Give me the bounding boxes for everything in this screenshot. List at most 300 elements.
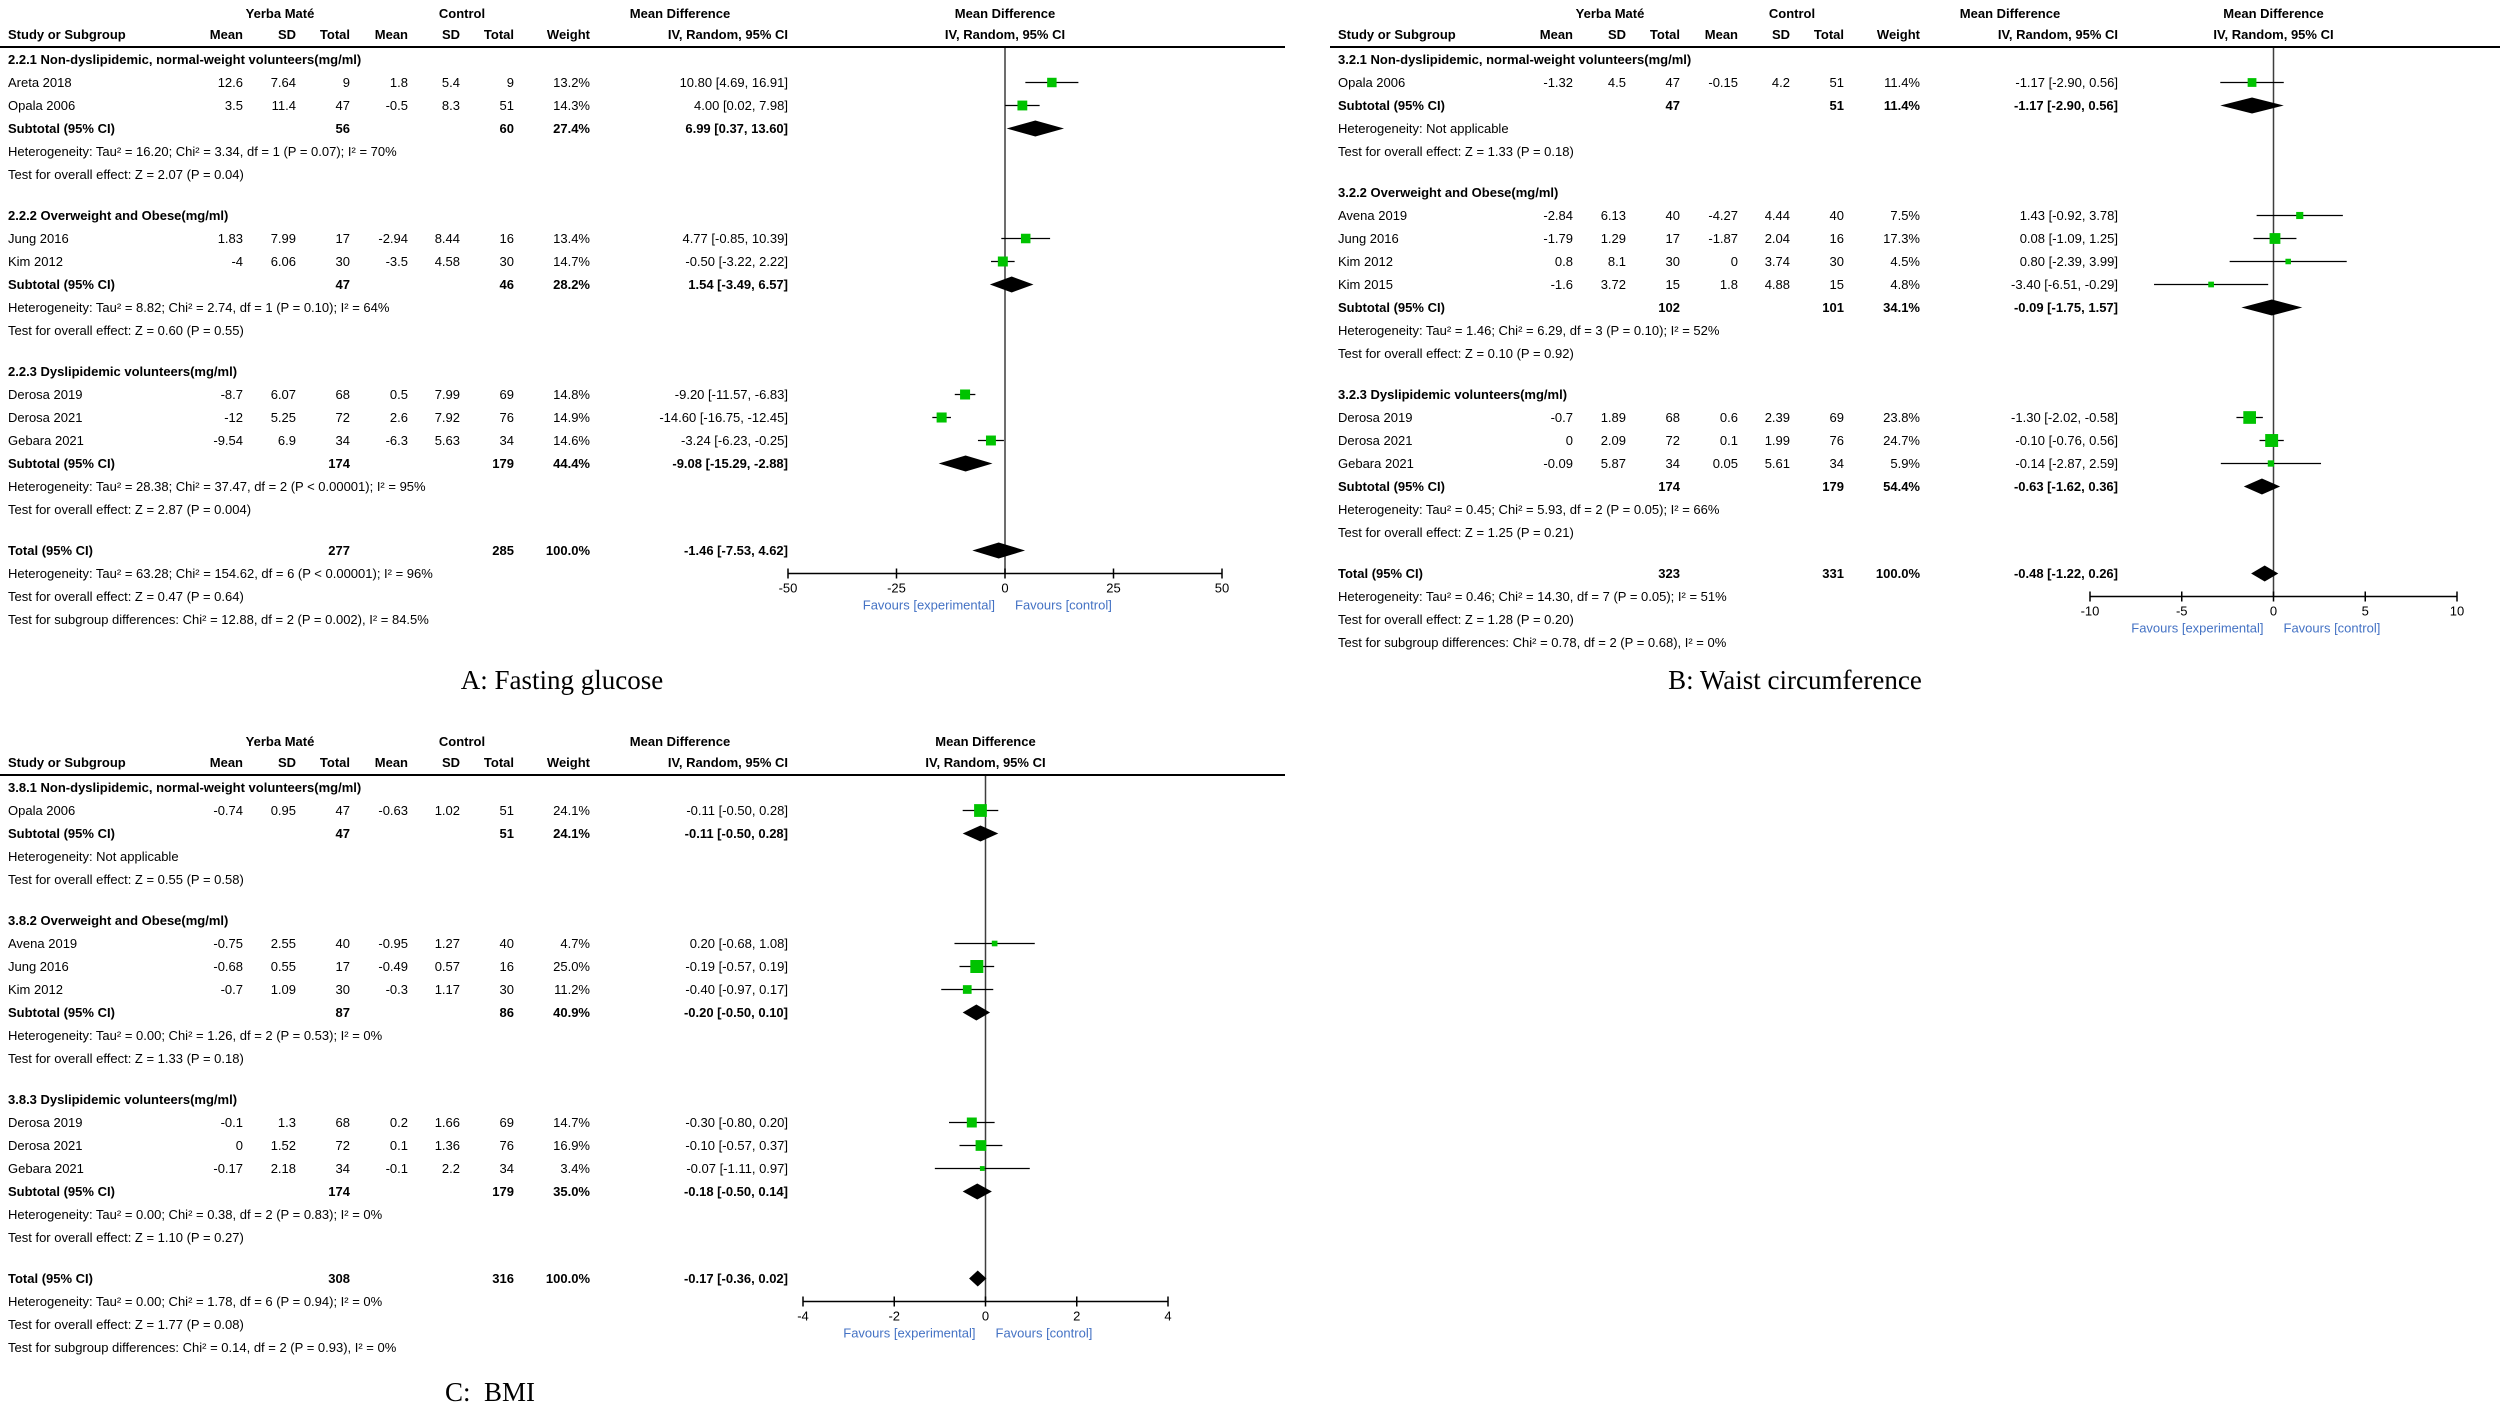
overall-test: Test for overall effect: Z = 2.87 (P = 0.004) — [8, 502, 252, 517]
study-sd2: 5.63 — [434, 433, 460, 448]
study-sd1: 2.55 — [270, 936, 296, 951]
study-ci: -3.40 [-6.51, -0.29] — [2011, 277, 2118, 292]
study-ci: 1.43 [-0.92, 3.78] — [2019, 208, 2118, 223]
study-ci: -1.30 [-2.02, -0.58] — [2011, 410, 2118, 425]
study-mean2: -0.15 — [1708, 75, 1738, 90]
study-ci: 0.20 [-0.68, 1.08] — [689, 936, 788, 951]
group-label-experimental: Yerba Maté — [245, 6, 315, 21]
study-sd1: 0.95 — [270, 803, 296, 818]
study-mean1: 1.83 — [217, 231, 243, 246]
study-ci: -14.60 [-16.75, -12.45] — [659, 410, 788, 425]
favours-right-label: Favours [control] — [1015, 597, 1112, 613]
col-header: Mean — [209, 27, 243, 42]
study-name: Derosa 2019 — [8, 387, 83, 402]
study-mean2: 0.1 — [389, 1138, 408, 1153]
footer-line-row — [0, 1313, 1285, 1336]
study-sd2: 8.3 — [441, 98, 460, 113]
study-total2: 40 — [1829, 208, 1844, 223]
subtotal-weight: 27.4% — [553, 121, 590, 136]
subtotal-ci: 1.54 [-3.49, 6.57] — [688, 277, 788, 292]
subtotal-weight: 11.4% — [1883, 98, 1920, 113]
study-row — [0, 383, 1285, 406]
spacer-row — [0, 521, 1285, 539]
study-sd2: 1.66 — [434, 1115, 460, 1130]
study-row — [0, 71, 1285, 94]
study-name: Derosa 2021 — [8, 1138, 83, 1153]
footer-line: Heterogeneity: Tau² = 63.28; Chi² = 154.62, df = 6 (P < 0.00001); I² = 96% — [8, 566, 433, 581]
study-mean2: 1.8 — [1719, 277, 1738, 292]
total-ci: -1.46 [-7.53, 4.62] — [683, 543, 788, 558]
axis-tick-label: 0 — [1001, 580, 1009, 596]
study-mean2: 0.1 — [1719, 433, 1738, 448]
study-total2: 69 — [499, 387, 514, 402]
subtotal-weight: 44.4% — [553, 456, 590, 471]
study-row — [1330, 429, 2500, 452]
study-sd1: 1.3 — [277, 1115, 296, 1130]
panel-caption-c: C: BMI — [444, 1377, 536, 1407]
study-ci: -0.07 [-1.11, 0.97] — [686, 1161, 788, 1176]
study-name: Jung 2016 — [1338, 231, 1399, 246]
subtotal-total2: 46 — [499, 277, 514, 292]
axis-tick-label: 25 — [1106, 580, 1121, 596]
overall-test: Test for overall effect: Z = 0.10 (P = 0.92) — [1338, 346, 1574, 361]
study-mean2: 0.6 — [1719, 410, 1738, 425]
section-title: 3.8.3 Dyslipidemic volunteers(mg/ml) — [8, 1092, 238, 1107]
favours-right-label: Favours [control] — [995, 1325, 1093, 1341]
axis-tick-label: 4 — [1164, 1308, 1172, 1324]
study-total2: 30 — [499, 254, 514, 269]
group-label-control: Control — [1768, 6, 1816, 21]
col-header-ci: IV, Random, 95% CI — [1997, 27, 2118, 42]
study-row — [1330, 273, 2500, 296]
col-header: Weight — [546, 27, 590, 42]
study-total1: 34 — [335, 433, 350, 448]
subtotal-label: Subtotal (95% CI) — [8, 1005, 115, 1020]
overall-test: Test for overall effect: Z = 1.33 (P = 0.18) — [8, 1051, 244, 1066]
study-name: Kim 2015 — [1338, 277, 1393, 292]
heterogeneity: Heterogeneity: Tau² = 0.00; Chi² = 1.26, df = 2 (P = 0.53); I² = 0% — [8, 1028, 383, 1043]
study-sd2: 3.74 — [1764, 254, 1790, 269]
study-weight: 3.4% — [560, 1161, 590, 1176]
col-header: SD — [1771, 27, 1790, 42]
study-weight: 23.8% — [1883, 410, 1920, 425]
subtotal-ci: 6.99 [0.37, 13.60] — [685, 121, 788, 136]
axis-tick-label: 10 — [2449, 603, 2465, 619]
subtotal-weight: 35.0% — [553, 1184, 590, 1199]
study-weight: 11.4% — [1884, 75, 1920, 90]
study-mean1: -0.74 — [213, 803, 243, 818]
study-sd2: 2.04 — [1764, 231, 1790, 246]
study-sd1: 8.1 — [1607, 254, 1626, 269]
spacer-row — [1330, 163, 2500, 181]
study-sd2: 1.17 — [434, 982, 460, 997]
total-weight: 100.0% — [545, 1271, 590, 1286]
subtotal-label: Subtotal (95% CI) — [1338, 98, 1445, 113]
total-label: Total (95% CI) — [1338, 566, 1423, 581]
col-header-ci: IV, Random, 95% CI — [667, 755, 788, 770]
overall-test-row — [1330, 521, 2500, 544]
section-title-row — [0, 48, 1285, 71]
subtotal-total1: 47 — [335, 277, 350, 292]
overall-test: Test for overall effect: Z = 1.25 (P = 0.21) — [1338, 525, 1574, 540]
subtotal-total2: 179 — [492, 1184, 514, 1199]
subtotal-row — [0, 273, 1285, 296]
overall-test: Test for overall effect: Z = 1.10 (P = 0.27) — [8, 1230, 244, 1245]
study-total1: 72 — [1665, 433, 1680, 448]
subtotal-label: Subtotal (95% CI) — [8, 826, 115, 841]
study-ci: -9.20 [-11.57, -6.83] — [674, 387, 788, 402]
study-sd1: 2.09 — [1600, 433, 1626, 448]
study-sd1: 3.72 — [1600, 277, 1626, 292]
study-sd2: 1.27 — [434, 936, 460, 951]
subtotal-row — [1330, 94, 2500, 117]
section-title-row — [0, 1088, 1285, 1111]
study-weight: 24.1% — [553, 803, 590, 818]
study-mean1: -1.79 — [1543, 231, 1573, 246]
study-mean2: 1.8 — [389, 75, 408, 90]
heterogeneity: Heterogeneity: Tau² = 1.46; Chi² = 6.29, df = 3 (P = 0.10); I² = 52% — [1338, 323, 1720, 338]
study-row — [0, 94, 1285, 117]
study-row — [1330, 452, 2500, 475]
group-label-control: Control — [438, 6, 486, 21]
group-label-experimental: Yerba Maté — [1575, 6, 1645, 21]
study-weight: 24.7% — [1883, 433, 1920, 448]
subtotal-weight: 24.1% — [553, 826, 590, 841]
axis-tick-label: -5 — [2175, 603, 2188, 619]
study-sd2: 0.57 — [434, 959, 460, 974]
heterogeneity-row — [1330, 498, 2500, 521]
study-name: Derosa 2019 — [8, 1115, 83, 1130]
effect-label-table: Mean Difference — [629, 6, 731, 21]
subtotal-row — [0, 1001, 1285, 1024]
subtotal-total2: 101 — [1822, 300, 1844, 315]
subtotal-ci: -0.20 [-0.50, 0.10] — [683, 1005, 788, 1020]
study-mean2: 0 — [1730, 254, 1738, 269]
study-sd2: 1.99 — [1764, 433, 1790, 448]
subtotal-total2: 60 — [499, 121, 514, 136]
total-ci: -0.17 [-0.36, 0.02] — [683, 1271, 788, 1286]
overall-test-row — [0, 1047, 1285, 1070]
study-mean2: -4.27 — [1708, 208, 1738, 223]
study-weight: 17.3% — [1883, 231, 1920, 246]
overall-test-row — [0, 868, 1285, 891]
total-label: Total (95% CI) — [8, 1271, 93, 1286]
study-sd2: 5.61 — [1764, 456, 1790, 471]
footer-line: Test for overall effect: Z = 1.28 (P = 0.20) — [1338, 612, 1574, 627]
axis-tick-label: -2 — [888, 1308, 901, 1324]
axis-tick-label: 0 — [2269, 603, 2278, 619]
overall-test: Test for overall effect: Z = 0.55 (P = 0.58) — [8, 872, 244, 887]
col-header-study: Study or Subgroup — [8, 755, 126, 770]
study-row — [0, 799, 1285, 822]
subtotal-total2: 179 — [492, 456, 514, 471]
study-weight: 7.5% — [1890, 208, 1920, 223]
study-mean2: 0.5 — [389, 387, 408, 402]
header-cols-row — [0, 752, 1285, 774]
total-weight: 100.0% — [545, 543, 590, 558]
overall-test-row — [1330, 342, 2500, 365]
header-group-row — [0, 732, 1285, 752]
section-title-row — [1330, 48, 2500, 71]
study-total1: 68 — [335, 387, 350, 402]
axis-tick-label: 2 — [1073, 1308, 1081, 1324]
subtotal-total2: 86 — [499, 1005, 514, 1020]
study-ci: -0.19 [-0.57, 0.19] — [685, 959, 788, 974]
total-row — [0, 1267, 1285, 1290]
overall-test-row — [0, 498, 1285, 521]
study-total2: 69 — [1829, 410, 1844, 425]
subtotal-weight: 40.9% — [553, 1005, 590, 1020]
total-total1: 308 — [328, 1271, 350, 1286]
axis-tick-label: -50 — [778, 580, 798, 596]
subtotal-ci: -0.63 [-1.62, 0.36] — [2013, 479, 2118, 494]
section-title: 3.8.1 Non-dyslipidemic, normal-weight volunteers(mg/ml) — [8, 780, 362, 795]
study-total1: 17 — [335, 959, 350, 974]
study-total2: 30 — [499, 982, 514, 997]
section-title-row — [0, 909, 1285, 932]
study-row — [1330, 204, 2500, 227]
subtotal-label: Subtotal (95% CI) — [8, 1184, 115, 1199]
study-name: Jung 2016 — [8, 231, 69, 246]
study-total1: 30 — [335, 982, 350, 997]
study-ci: 0.80 [-2.39, 3.99] — [2019, 254, 2118, 269]
study-sd1: 7.99 — [270, 231, 296, 246]
study-sd2: 1.36 — [434, 1138, 460, 1153]
study-row — [0, 406, 1285, 429]
study-row — [0, 250, 1285, 273]
study-row — [0, 1157, 1285, 1180]
study-mean2: -0.49 — [378, 959, 408, 974]
subtotal-total1: 174 — [328, 456, 350, 471]
study-total2: 15 — [1829, 277, 1844, 292]
study-total1: 15 — [1665, 277, 1680, 292]
study-mean2: -1.87 — [1708, 231, 1738, 246]
overall-test-row — [0, 1226, 1285, 1249]
footer-line: Heterogeneity: Tau² = 0.46; Chi² = 14.30, df = 7 (P = 0.05); I² = 51% — [1338, 589, 1727, 604]
subtotal-ci: -0.18 [-0.50, 0.14] — [683, 1184, 788, 1199]
study-ci: -0.50 [-3.22, 2.22] — [685, 254, 788, 269]
study-mean2: -0.5 — [385, 98, 408, 113]
spacer-row — [1330, 365, 2500, 383]
study-sd2: 8.44 — [434, 231, 460, 246]
footer-line-row — [1330, 631, 2500, 654]
study-ci: -0.14 [-2.87, 2.59] — [2015, 456, 2118, 471]
study-total1: 30 — [1665, 254, 1680, 269]
favours-left-label: Favours [experimental] — [843, 1325, 976, 1341]
total-label: Total (95% CI) — [8, 543, 93, 558]
effect-label-table: Mean Difference — [629, 734, 731, 749]
col-header: Mean — [209, 755, 243, 770]
study-ci: -0.11 [-0.50, 0.28] — [686, 803, 788, 818]
study-name: Gebara 2021 — [1338, 456, 1414, 471]
subtotal-row — [0, 452, 1285, 475]
study-sd1: 1.89 — [1600, 410, 1626, 425]
study-weight: 4.8% — [1890, 277, 1920, 292]
study-total2: 16 — [499, 959, 514, 974]
study-sd1: 1.09 — [270, 982, 296, 997]
study-weight: 14.7% — [553, 1115, 590, 1130]
study-mean2: 2.6 — [389, 410, 408, 425]
footer-line-row — [1330, 608, 2500, 631]
subtotal-ci: -1.17 [-2.90, 0.56] — [2013, 98, 2118, 113]
study-name: Jung 2016 — [8, 959, 69, 974]
study-weight: 14.7% — [553, 254, 590, 269]
study-mean1: 0 — [1565, 433, 1573, 448]
total-row — [0, 539, 1285, 562]
study-mean1: -12 — [224, 410, 243, 425]
study-mean2: 0.2 — [389, 1115, 408, 1130]
footer-line: Test for subgroup differences: Chi² = 0.78, df = 2 (P = 0.68), I² = 0% — [1338, 635, 1727, 650]
study-total1: 47 — [335, 803, 350, 818]
study-mean1: -1.32 — [1543, 75, 1573, 90]
overall-test: Test for overall effect: Z = 1.33 (P = 0.18) — [1338, 144, 1574, 159]
study-total2: 34 — [499, 1161, 514, 1176]
panel-bmi — [0, 728, 1285, 1359]
study-row — [1330, 227, 2500, 250]
subtotal-weight: 28.2% — [553, 277, 590, 292]
total-total2: 331 — [1822, 566, 1844, 581]
study-mean1: -1.6 — [1550, 277, 1573, 292]
study-mean1: 0 — [235, 1138, 243, 1153]
subtotal-ci: -0.09 [-1.75, 1.57] — [2013, 300, 2118, 315]
study-total1: 40 — [335, 936, 350, 951]
col-header: SD — [277, 27, 296, 42]
subtotal-total1: 174 — [328, 1184, 350, 1199]
col-header: Total — [1649, 27, 1680, 42]
header-group-row — [0, 4, 1285, 24]
total-row — [1330, 562, 2500, 585]
axis-tick-label: 5 — [2361, 603, 2369, 619]
study-sd2: 4.44 — [1764, 208, 1790, 223]
subtotal-row — [0, 1180, 1285, 1203]
study-name: Opala 2006 — [1338, 75, 1406, 90]
section-title-row — [1330, 181, 2500, 204]
axis-tick-label: -10 — [2080, 603, 2100, 619]
method-label-plot: IV, Random, 95% CI — [944, 27, 1066, 42]
study-row — [0, 955, 1285, 978]
spacer-row — [0, 891, 1285, 909]
study-sd2: 7.92 — [434, 410, 460, 425]
study-sd1: 5.87 — [1600, 456, 1626, 471]
total-total1: 323 — [1658, 566, 1680, 581]
effect-label-plot: Mean Difference — [935, 734, 1036, 749]
footer-line-row — [0, 1290, 1285, 1313]
header-cols-row — [0, 24, 1285, 46]
study-total2: 30 — [1829, 254, 1844, 269]
study-ci: -1.17 [-2.90, 0.56] — [2015, 75, 2118, 90]
study-total1: 72 — [335, 1138, 350, 1153]
study-sd2: 1.02 — [434, 803, 460, 818]
method-label-plot: IV, Random, 95% CI — [925, 755, 1046, 770]
study-total1: 34 — [1665, 456, 1680, 471]
footer-line: Test for overall effect: Z = 0.47 (P = 0.64) — [8, 589, 244, 604]
total-total2: 285 — [492, 543, 514, 558]
study-mean1: 12.6 — [217, 75, 243, 90]
study-mean1: -8.7 — [220, 387, 243, 402]
study-total2: 76 — [499, 410, 514, 425]
study-mean1: -0.17 — [213, 1161, 243, 1176]
study-sd1: 7.64 — [270, 75, 296, 90]
section-title: 2.2.1 Non-dyslipidemic, normal-weight volunteers(mg/ml) — [8, 52, 362, 67]
study-total1: 40 — [1665, 208, 1680, 223]
heterogeneity-row — [0, 1024, 1285, 1047]
col-header: Total — [483, 755, 514, 770]
subtotal-total1: 47 — [1665, 98, 1680, 113]
heterogeneity-row — [1330, 117, 2500, 140]
study-total2: 69 — [499, 1115, 514, 1130]
study-total2: 16 — [499, 231, 514, 246]
subtotal-label: Subtotal (95% CI) — [1338, 300, 1445, 315]
subtotal-label: Subtotal (95% CI) — [8, 277, 115, 292]
axis-tick-label: -4 — [797, 1308, 809, 1324]
study-mean1: -0.68 — [213, 959, 243, 974]
subtotal-total1: 47 — [335, 826, 350, 841]
section-title-row — [0, 204, 1285, 227]
col-header: Mean — [1704, 27, 1738, 42]
section-title-row — [1330, 383, 2500, 406]
subtotal-total2: 51 — [1829, 98, 1844, 113]
study-mean1: -4 — [231, 254, 243, 269]
footer-line-row — [0, 562, 1285, 585]
group-label-experimental: Yerba Maté — [245, 734, 315, 749]
study-total2: 76 — [1829, 433, 1844, 448]
heterogeneity: Heterogeneity: Not applicable — [1338, 121, 1509, 136]
study-total1: 9 — [342, 75, 350, 90]
study-ci: -0.10 [-0.57, 0.37] — [685, 1138, 788, 1153]
study-name: Kim 2012 — [8, 254, 63, 269]
col-header: Total — [483, 27, 514, 42]
section-title: 3.2.3 Dyslipidemic volunteers(mg/ml) — [1338, 387, 1568, 402]
subtotal-weight: 34.1% — [1883, 300, 1920, 315]
study-total1: 17 — [335, 231, 350, 246]
study-ci: 0.08 [-1.09, 1.25] — [2019, 231, 2118, 246]
study-weight: 25.0% — [553, 959, 590, 974]
subtotal-row — [0, 117, 1285, 140]
section-title: 2.2.2 Overweight and Obese(mg/ml) — [8, 208, 229, 223]
heterogeneity-row — [0, 1203, 1285, 1226]
study-total1: 47 — [335, 98, 350, 113]
footer-line-row — [0, 608, 1285, 631]
study-total2: 9 — [506, 75, 514, 90]
study-mean2: -2.94 — [378, 231, 408, 246]
col-header-study: Study or Subgroup — [1338, 27, 1456, 42]
header-cols-row — [1330, 24, 2500, 46]
study-row — [0, 227, 1285, 250]
study-sd1: 6.9 — [277, 433, 296, 448]
total-ci: -0.48 [-1.22, 0.26] — [2013, 566, 2118, 581]
group-label-control: Control — [438, 734, 486, 749]
col-header: SD — [441, 27, 460, 42]
study-name: Derosa 2021 — [8, 410, 83, 425]
spacer-row — [0, 1249, 1285, 1267]
study-weight: 14.9% — [553, 410, 590, 425]
effect-label-plot: Mean Difference — [2223, 6, 2324, 21]
spacer-row — [1330, 544, 2500, 562]
col-header: SD — [1607, 27, 1626, 42]
effect-label-plot: Mean Difference — [954, 6, 1056, 21]
footer-line: Test for overall effect: Z = 1.77 (P = 0.08) — [8, 1317, 244, 1332]
overall-test: Test for overall effect: Z = 2.07 (P = 0.04) — [8, 167, 244, 182]
study-row — [1330, 406, 2500, 429]
footer-line-row — [1330, 585, 2500, 608]
section-title: 3.2.2 Overweight and Obese(mg/ml) — [1338, 185, 1559, 200]
axis-tick-label: -25 — [887, 580, 906, 596]
overall-test-row — [0, 163, 1285, 186]
footer-line: Test for subgroup differences: Chi² = 12.88, df = 2 (P = 0.002), I² = 84.5% — [8, 612, 429, 627]
footer-line-row — [0, 1336, 1285, 1359]
study-weight: 14.3% — [553, 98, 590, 113]
col-header: Mean — [374, 27, 408, 42]
